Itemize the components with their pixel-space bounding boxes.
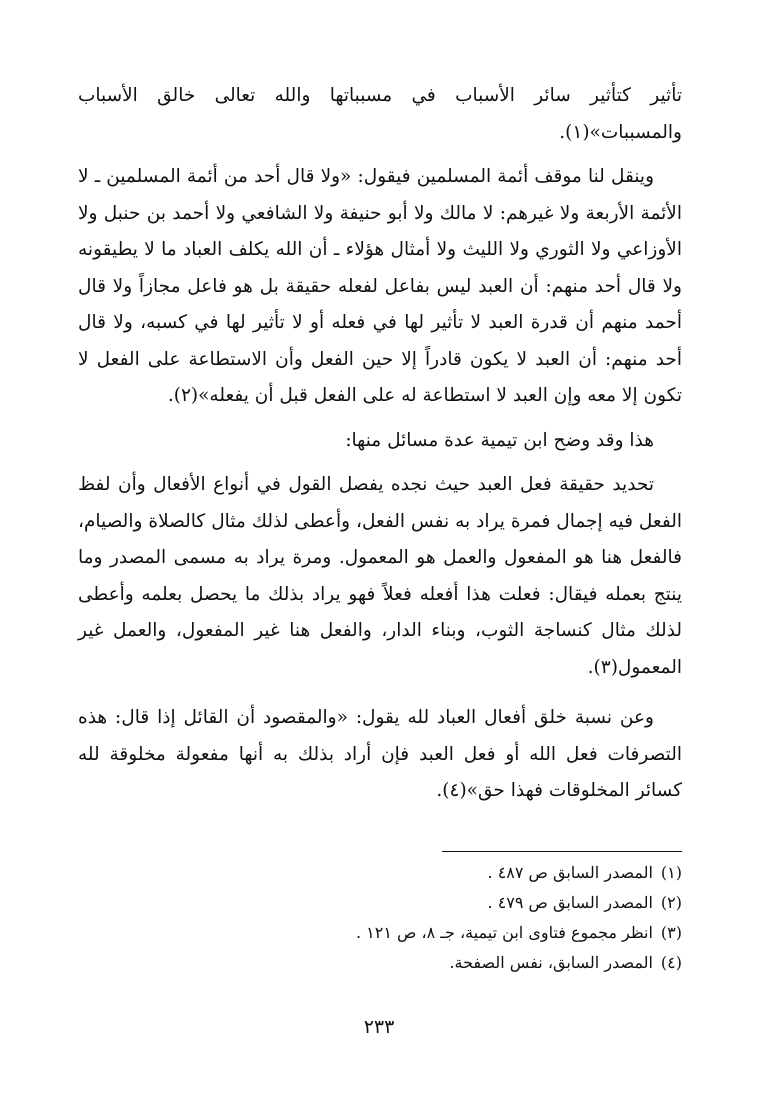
paragraph-1: تأثير كتأثير سائر الأسباب في مسبباتها والله تعالى خالق الأسباب والمسببات»(١). [78, 85, 682, 143]
footnote-number: (٣) [660, 923, 682, 942]
paragraph-2: وينقل لنا موقف أئمة المسلمين فيقول: «ولا قال أحد من أئمة المسلمين ـ لا الأئمة الأربعة ولا غيرهم: لا مالك ولا أبو حنيفة ولا الشافعي ولا أحمد بن حنبل ولا الأوزاعي ولا الثوري ولا الليث ولا أمثال هؤلاء ـ أن الله يكلف العباد ما لا يطيقونه ولا قال أحد منهم: أن العبد ليس بفاعل لفعله حقيقة بل هو فاعل مجازاً ولا قال أحمد منهم أن قدرة العبد لا تأثير لها في فعله أو لا تأثير لها في كسبه، ولا قال أحد منهم: أن العبد لا يكون قادراً إلا حين الفعل وأن الاستطاعة على الفعل لا تكون إلا معه وإن العبد لا استطاعة له على الفعل قبل أن يفعله»(٢). [78, 166, 682, 406]
page-number: ٢٣٣ [363, 1016, 395, 1038]
footnote-number: (٢) [660, 893, 682, 912]
paragraph-3: هذا وقد وضح ابن تيمية عدة مسائل منها: [345, 429, 654, 451]
footnote-number: (١) [660, 863, 682, 882]
paragraph-5: وعن نسبة خلق أفعال العباد لله يقول: «والمقصود أن القائل إذا قال: هذه التصرفات فعل الله أو فعل العبد فإن أراد بذلك به أنها مفعولة مخلوقة لله كسائر المخلوقات فهذا حق»(٤). [78, 707, 682, 801]
footnote-3 [78, 918, 682, 948]
footnote-text: انظر مجموع فتاوى ابن تيمية، جـ ٨، ص ١٢١ . [355, 923, 653, 942]
footnote-number: (٤) [660, 953, 682, 972]
footnote-separator [442, 851, 682, 852]
footnote-text: المصدر السابق ص ٤٨٧ . [487, 863, 653, 882]
footnote-text: المصدر السابق، نفس الصفحة. [449, 953, 653, 972]
footnote-1 [78, 858, 682, 888]
paragraph-4: تحديد حقيقة فعل العبد حيث نجده يفصل القول في أنواع الأفعال وأن لفظ الفعل فيه إجمال فمرة يراد به نفس الفعل، وأعطى لذلك مثال كالصلاة والصيام، فالفعل هنا هو المفعول والعمل هو المعمول. ومرة يراد به مسمى المصدر وما ينتج بعمله فيقال: فعلت هذا أفعله فعلاً فهو يراد بذلك ما يحصل بعلمه وأعطى لذلك مثال كنساجة الثوب، وبناء الدار، والفعل هنا غير المفعول، والعمل غير المعمول(٣). [78, 474, 682, 678]
footnotes [78, 858, 682, 978]
footnote-text: المصدر السابق ص ٤٧٩ . [487, 893, 653, 912]
main-text [78, 78, 682, 810]
footnote-2 [78, 888, 682, 918]
footnote-4 [78, 948, 682, 978]
